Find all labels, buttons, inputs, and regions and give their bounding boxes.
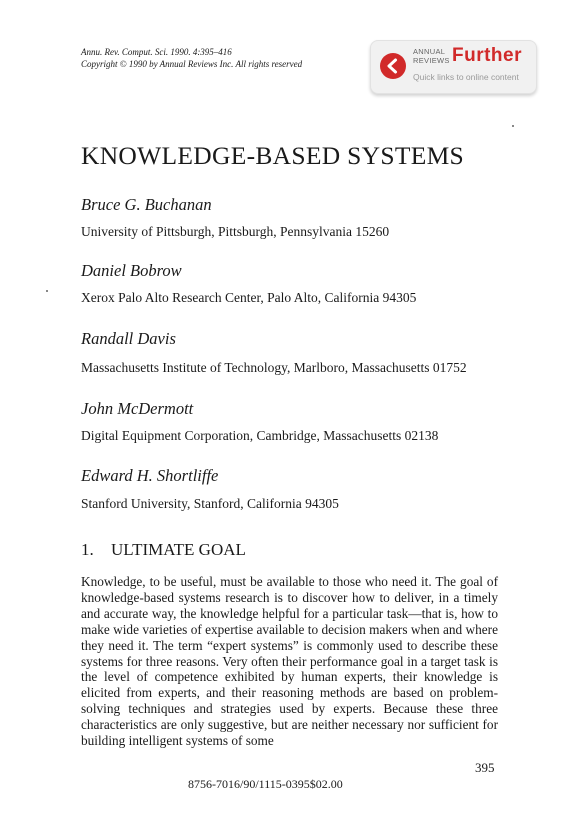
scan-speck <box>46 290 48 292</box>
author-affiliation: Massachusetts Institute of Technology, Marlboro, Massachusetts 01752 <box>81 360 467 375</box>
author-affiliation: Digital Equipment Corporation, Cambridge, Massachusetts 02138 <box>81 428 439 443</box>
author-name: Randall Davis <box>81 329 176 348</box>
scan-speck <box>512 125 514 127</box>
annual-reviews-label: ANNUAL REVIEWS <box>413 47 450 65</box>
footer-code: 8756-7016/90/1115-0395$02.00 <box>188 777 343 791</box>
author-affiliation: Stanford University, Stanford, California 94305 <box>81 496 339 511</box>
badge-tagline: Quick links to online content <box>413 72 519 82</box>
journal-citation: Annu. Rev. Comput. Sci. 1990. 4:395–416 <box>81 47 232 57</box>
section-title: ULTIMATE GOAL <box>111 540 246 559</box>
author-affiliation: University of Pittsburgh, Pittsburgh, Pennsylvania 15260 <box>81 224 390 239</box>
page-number: 395 <box>475 760 495 775</box>
author-name: John McDermott <box>81 399 194 418</box>
arrow-left-circle-icon <box>380 53 406 79</box>
journal-header <box>81 47 302 70</box>
author-name: Edward H. Shortliffe <box>81 466 219 485</box>
further-badge[interactable] <box>370 40 537 94</box>
section-heading <box>81 540 246 560</box>
further-label: Further <box>452 45 522 66</box>
author-name: Daniel Bobrow <box>81 261 182 280</box>
article-title: KNOWLEDGE-BASED SYSTEMS <box>81 141 465 170</box>
body-paragraph: Knowledge, to be useful, must be available to those who need it. The goal of knowledge-based systems research is to discover how to deliver, in a timely and accurate way, the knowledge helpful for a particular task—that is, how to make wide varieties of expertise available to decision makers when and where they need it. The term “expert systems” is commonly used to describe these systems for three reasons. Very often their performance goal in a target task is the level of competence exhibited by human experts, their knowledge is elicited from experts, and their reasoning methods are based on problem-solving techniques and strategies used by experts. Because these three characteristics are only suggestive, but are neither necessary nor sufficient for building intelligent systems of some <box>81 574 498 749</box>
author-affiliation: Xerox Palo Alto Research Center, Palo Alto, California 94305 <box>81 290 417 305</box>
author-name: Bruce G. Buchanan <box>81 195 212 214</box>
copyright-notice: Copyright © 1990 by Annual Reviews Inc. All rights reserved <box>81 58 303 69</box>
section-number: 1. <box>81 540 94 559</box>
